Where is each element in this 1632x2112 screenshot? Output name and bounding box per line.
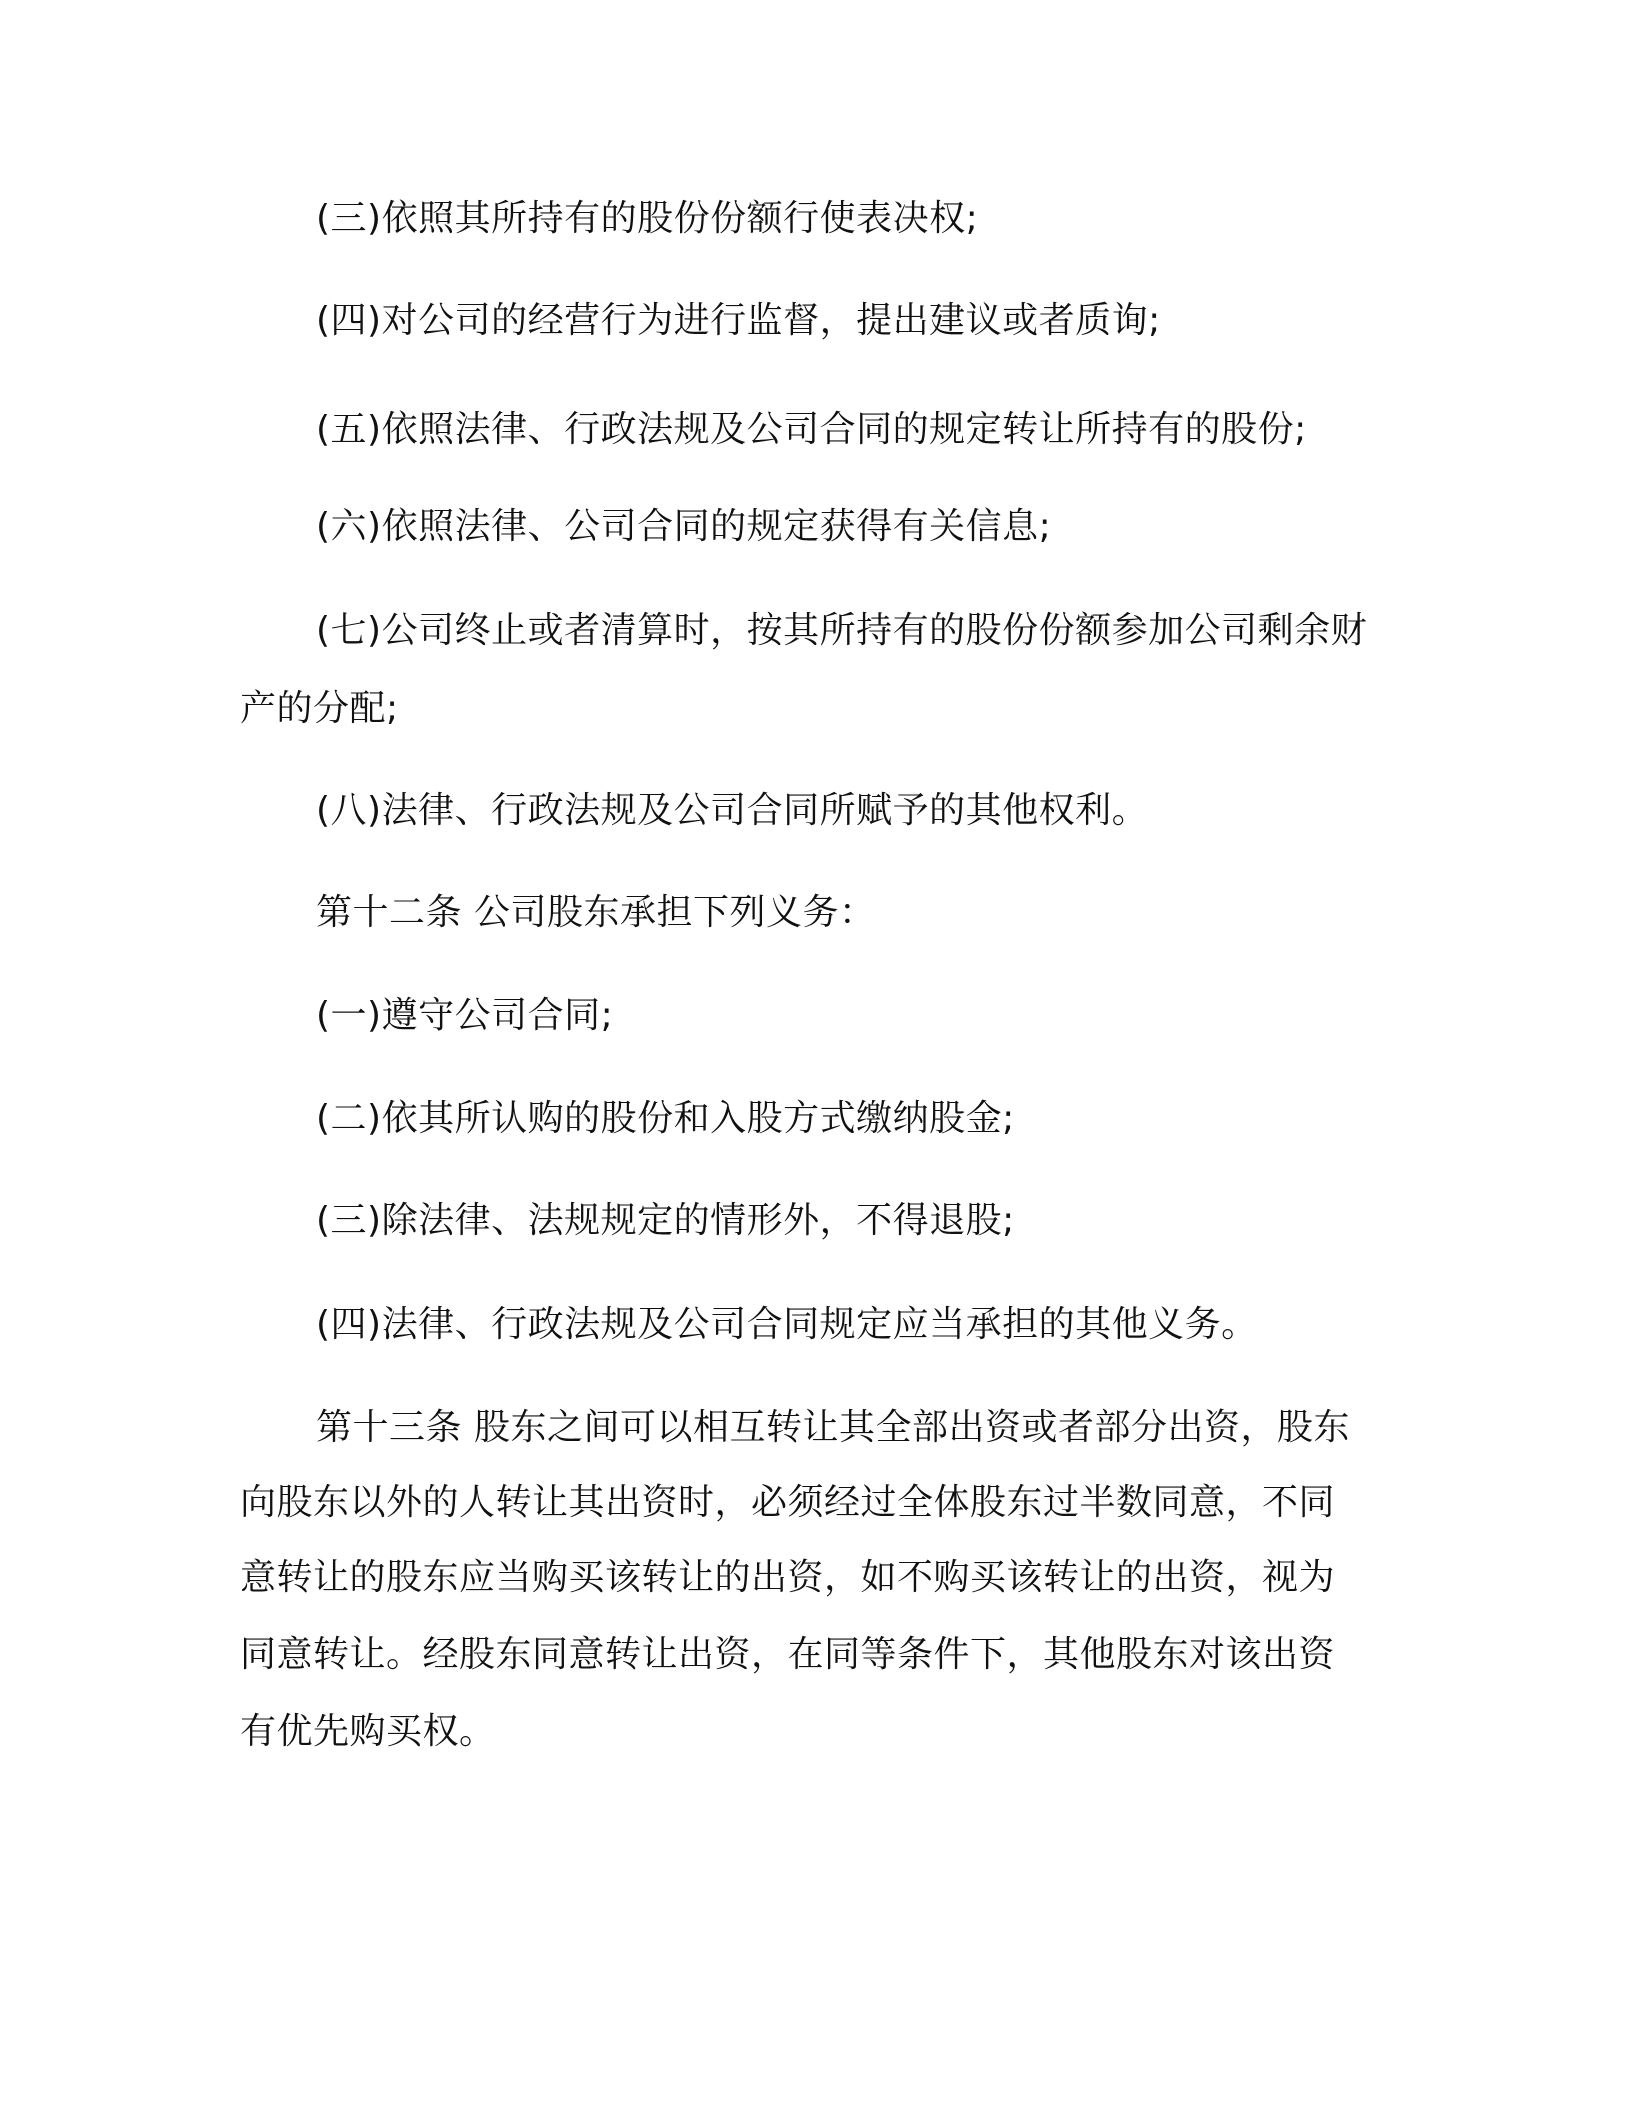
- article-13-line-5: 有优先购买权。: [240, 1711, 496, 1752]
- paragraph-right-7-line-1: (七)公司终止或者清算时，按其所持有的股份份额参加公司剩余财: [316, 610, 1368, 651]
- paragraph-right-5: (五)依照法律、行政法规及公司合同的规定转让所持有的股份;: [316, 409, 1307, 450]
- paragraph-right-3: (三)依照其所持有的股份份额行使表决权;: [316, 198, 979, 239]
- paragraph-right-4: (四)对公司的经营行为进行监督，提出建议或者质询;: [316, 300, 1161, 341]
- paragraph-duty-2: (二)依其所认购的股份和入股方式缴纳股金;: [316, 1098, 1015, 1139]
- article-13-line-3: 意转让的股东应当购买该转让的出资，如不购买该转让的出资，视为: [240, 1557, 1336, 1598]
- article-13-line-4: 同意转让。经股东同意转让出资，在同等条件下，其他股东对该出资: [240, 1634, 1336, 1675]
- paragraph-right-6: (六)依照法律、公司合同的规定获得有关信息;: [316, 506, 1052, 547]
- paragraph-duty-1: (一)遵守公司合同;: [316, 995, 614, 1036]
- paragraph-duty-3: (三)除法律、法规规定的情形外，不得退股;: [316, 1200, 1015, 1241]
- article-13-line-2: 向股东以外的人转让其出资时，必须经过全体股东过半数同意，不同: [240, 1482, 1336, 1523]
- paragraph-right-7-line-2: 产的分配;: [240, 688, 399, 729]
- article-13-line-1: 第十三条 股东之间可以相互转让其全部出资或者部分出资，股东: [316, 1407, 1350, 1448]
- paragraph-duty-4: (四)法律、行政法规及公司合同规定应当承担的其他义务。: [316, 1304, 1258, 1345]
- paragraph-right-8: (八)法律、行政法规及公司合同所赋予的其他权利。: [316, 790, 1149, 831]
- article-12-heading: 第十二条 公司股东承担下列义务：: [316, 892, 876, 933]
